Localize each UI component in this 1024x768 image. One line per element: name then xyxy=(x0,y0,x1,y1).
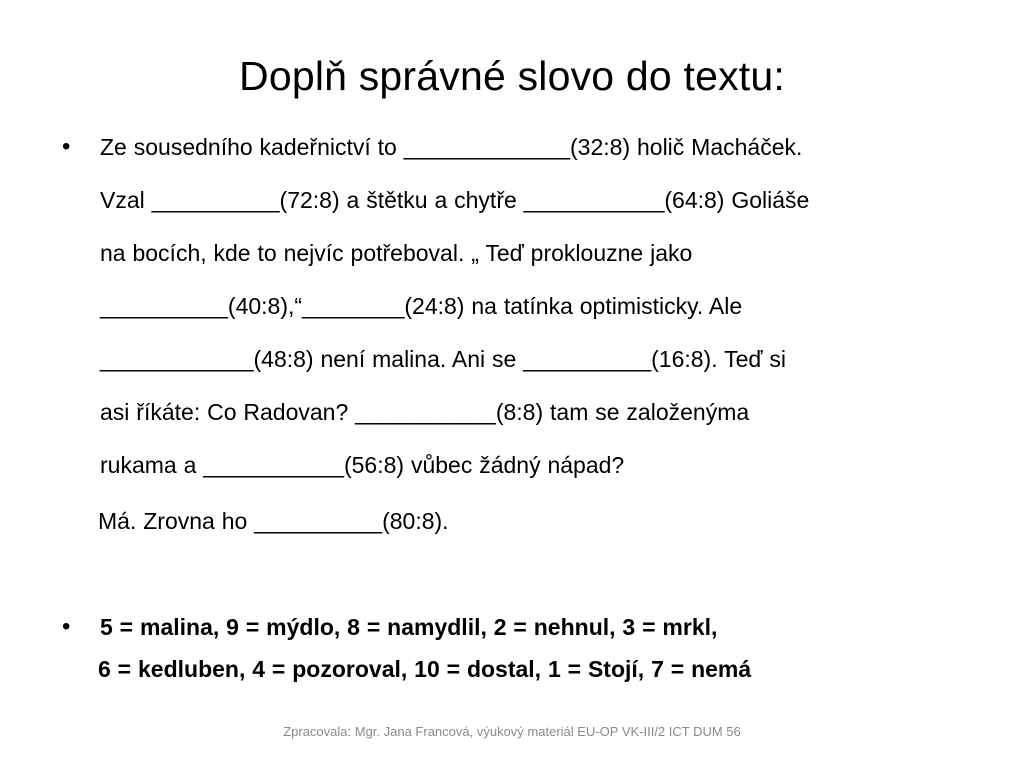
paragraph-line: na bocích, kde to nejvíc potřeboval. „ Teď proklouzne jako xyxy=(100,240,693,266)
exercise-bullet xyxy=(62,134,982,494)
paragraph-line: ____________(48:8) není malina. Ani se __________(16:8). Teď si xyxy=(100,346,786,372)
answer-key-line: 6 = kedluben, 4 = pozoroval, 10 = dostal, 1 = Stojí, 7 = nemá xyxy=(98,656,752,682)
bullet-marker: • xyxy=(62,133,71,160)
answer-key-line: 5 = malina, 9 = mýdlo, 8 = namydlil, 2 = nehnul, 3 = mrkl, xyxy=(100,614,718,640)
answer-key-second xyxy=(98,656,978,682)
footer-credit: Zpracovala: Mgr. Jana Francová, výukový materiál EU-OP VK-III/2 ICT DUM 56 xyxy=(283,724,741,739)
continuation-paragraph xyxy=(98,495,978,548)
paragraph-line: asi říkáte: Co Radovan? ___________(8:8) tam se založenýma xyxy=(100,399,750,425)
continuation-line: Má. Zrovna ho __________(80:8). xyxy=(98,508,449,534)
bullet-marker: • xyxy=(62,613,71,640)
paragraph-line: Ze sousedního kadeřnictví to _____________(32:8) holič Macháček. xyxy=(100,134,803,160)
paragraph-line: Vzal __________(72:8) a štětku a chytře ___________(64:8) Goliáše xyxy=(100,187,810,213)
paragraph-line: rukama a ___________(56:8) vůbec žádný nápad? xyxy=(100,452,625,478)
paragraph-line: __________(40:8),“________(24:8) na tatínka optimisticky. Ale xyxy=(100,293,743,319)
slide-title: Doplň správné slovo do textu: xyxy=(239,53,785,99)
answer-key xyxy=(100,614,980,656)
exercise-paragraph xyxy=(100,121,980,492)
answer-key-bullet xyxy=(62,614,982,694)
